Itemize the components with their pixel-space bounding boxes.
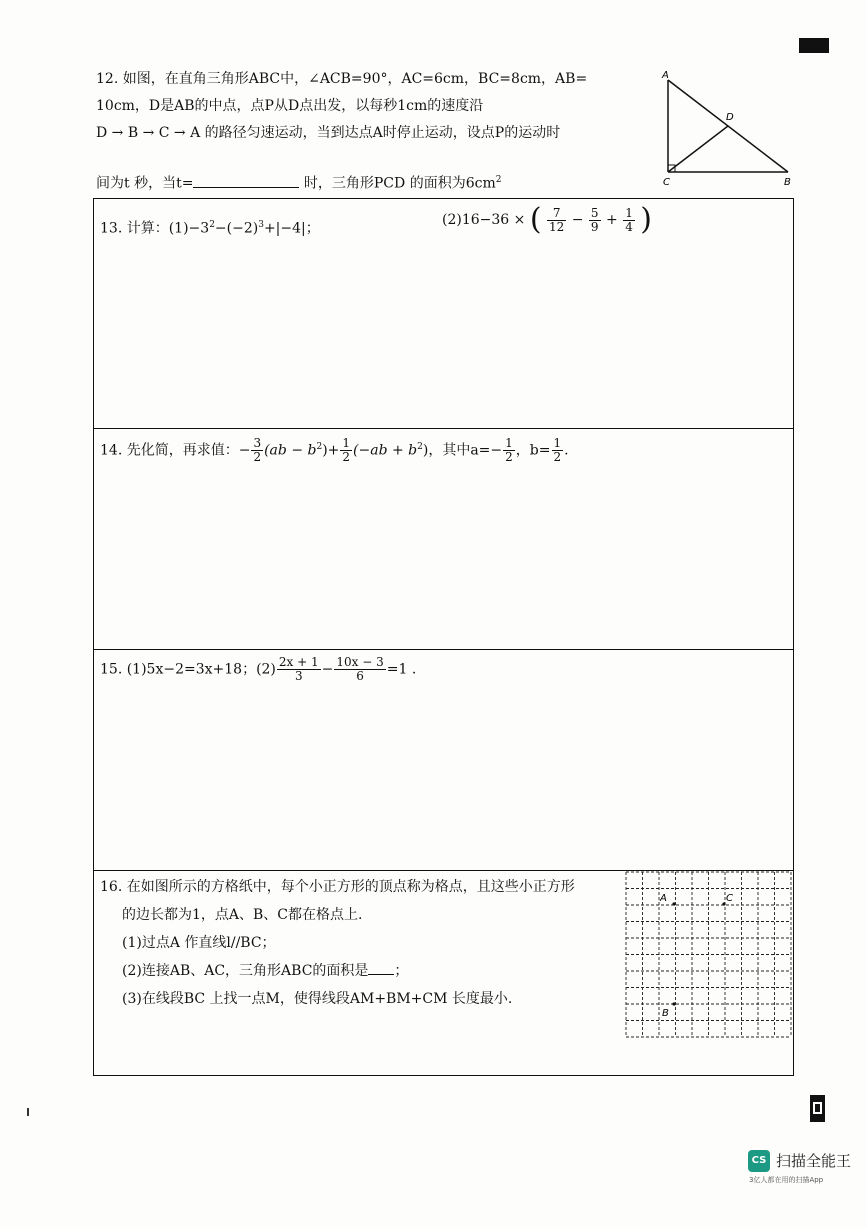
q14-fraction-4: $\frac{1}{2}$ <box>553 436 562 465</box>
q12-line-2: 10cm，D是AB的中点，点P从D点出发，以每秒1cm的速度沿 <box>96 98 484 114</box>
q16-text <box>100 873 627 1013</box>
question-12 <box>96 66 666 198</box>
question-15-box[interactable] <box>93 649 794 871</box>
q13-p1-text-a: 13. 计算：(1)−3 <box>100 220 210 237</box>
q13-plus: + <box>606 212 618 228</box>
q13-p1-sup-2: 3 <box>258 220 264 230</box>
q13-p1-text-c: +|−4|； <box>263 220 320 237</box>
q13-fraction-2: $\frac{5}{9}$ <box>590 205 599 234</box>
q13-part-1 <box>100 213 320 241</box>
q16-line-1: 16. 在如图所示的方格纸中，每个小正方形的顶点称为格点，且这些小正方形 <box>100 879 575 895</box>
q12-unit-superscript: 2 <box>495 175 502 185</box>
fig-label-a: A <box>662 70 669 81</box>
q13-p1-text-b: −(−2) <box>214 220 259 237</box>
grid-label-c: C <box>726 893 733 904</box>
grid-label-a: A <box>660 893 667 904</box>
q13-p2-text: (2)16−36 × <box>442 212 526 228</box>
q13-part-2 <box>442 202 653 237</box>
q14-text-b: (ab − b <box>264 442 317 459</box>
q13-fraction-1: $\frac{7}{12}$ <box>549 205 565 234</box>
q14-fraction-1: $\frac{3}{2}$ <box>253 436 262 465</box>
q16-line-4-end: ； <box>394 963 409 979</box>
grid-label-b: B <box>662 1008 669 1019</box>
question-13-box[interactable] <box>93 198 794 429</box>
q12-line-4-end: 时，三角形PCD 的面积为6cm <box>303 175 496 192</box>
grid-point-a <box>672 902 675 905</box>
q14-text-a: 14. 先化简，再求值：− <box>100 442 251 459</box>
q13-left-paren: ( <box>529 202 542 237</box>
q15-fraction-2: $\frac{10x - 3}{6}$ <box>336 655 384 683</box>
q12-line-3: D → B → C → A 的路径匀速运动，当到达点A时停止运动，设点P的运动时 <box>96 125 561 141</box>
q14-text-d: (−ab + b <box>353 442 418 459</box>
q16-line-5: (3)在线段BC 上找一点M，使得线段AM+BM+CM 长度最小. <box>122 991 513 1007</box>
q14-text-g: . <box>564 442 569 459</box>
footer-subtitle: 3亿人都在用的扫描App <box>749 1176 824 1184</box>
q13-minus: − <box>571 212 584 228</box>
q12-answer-blank[interactable] <box>193 173 299 188</box>
page-corner-mark <box>810 1095 825 1122</box>
q15-fraction-1: $\frac{2x + 1}{3}$ <box>278 655 319 683</box>
q13-right-paren: ) <box>640 202 653 237</box>
q14-fraction-2: $\frac{1}{2}$ <box>342 436 351 465</box>
triangle-figure <box>658 66 798 192</box>
q16-line-4-start: (2)连接AB、AC，三角形ABC的面积是 <box>122 963 369 979</box>
q15-text-b: =1 . <box>386 661 417 678</box>
q14-text-c: )+ <box>322 442 340 459</box>
corner-registration-mark <box>799 38 829 53</box>
camscanner-logo-icon: CS <box>748 1150 770 1172</box>
q15-minus: − <box>321 661 334 678</box>
q16-grid-figure <box>624 870 794 1038</box>
q16-line-2: 的边长都为1，点A、B、C都在格点上. <box>122 907 363 923</box>
q14-fraction-3: $\frac{1}{2}$ <box>505 436 513 465</box>
q13-p1-sup-1: 2 <box>209 220 215 230</box>
footer-brand: 扫描全能王 <box>776 1152 852 1170</box>
grid-point-b <box>672 1002 675 1005</box>
q14-text-e: )，其中a=− <box>422 442 503 459</box>
q12-line-1: 12. 如图，在直角三角形ABC中，∠ACB=90°，AC=6cm，BC=8cm，AB= <box>96 71 588 87</box>
q12-line-4 <box>96 167 666 198</box>
q13-fraction-3: $\frac{1}{4}$ <box>625 205 633 234</box>
fig-label-c: C <box>663 177 670 188</box>
q14-sup-1: 2 <box>316 442 323 452</box>
q15-text <box>100 656 416 683</box>
margin-tick-mark <box>27 1108 29 1116</box>
q16-answer-blank[interactable] <box>368 960 394 975</box>
q15-text-a: 15. (1)5x−2=3x+18；(2) <box>100 661 276 678</box>
q14-sup-2: 2 <box>417 442 423 452</box>
q12-line-4-start: 间为t 秒，当t= <box>96 175 194 192</box>
q14-text <box>100 435 569 464</box>
q16-line-4 <box>122 957 627 985</box>
q16-line-3: (1)过点A 作直线l//BC； <box>122 935 276 951</box>
fig-label-b: B <box>784 177 791 188</box>
fig-label-d: D <box>726 112 734 123</box>
question-14-box[interactable] <box>93 428 794 650</box>
q14-text-f: ，b= <box>515 442 551 459</box>
